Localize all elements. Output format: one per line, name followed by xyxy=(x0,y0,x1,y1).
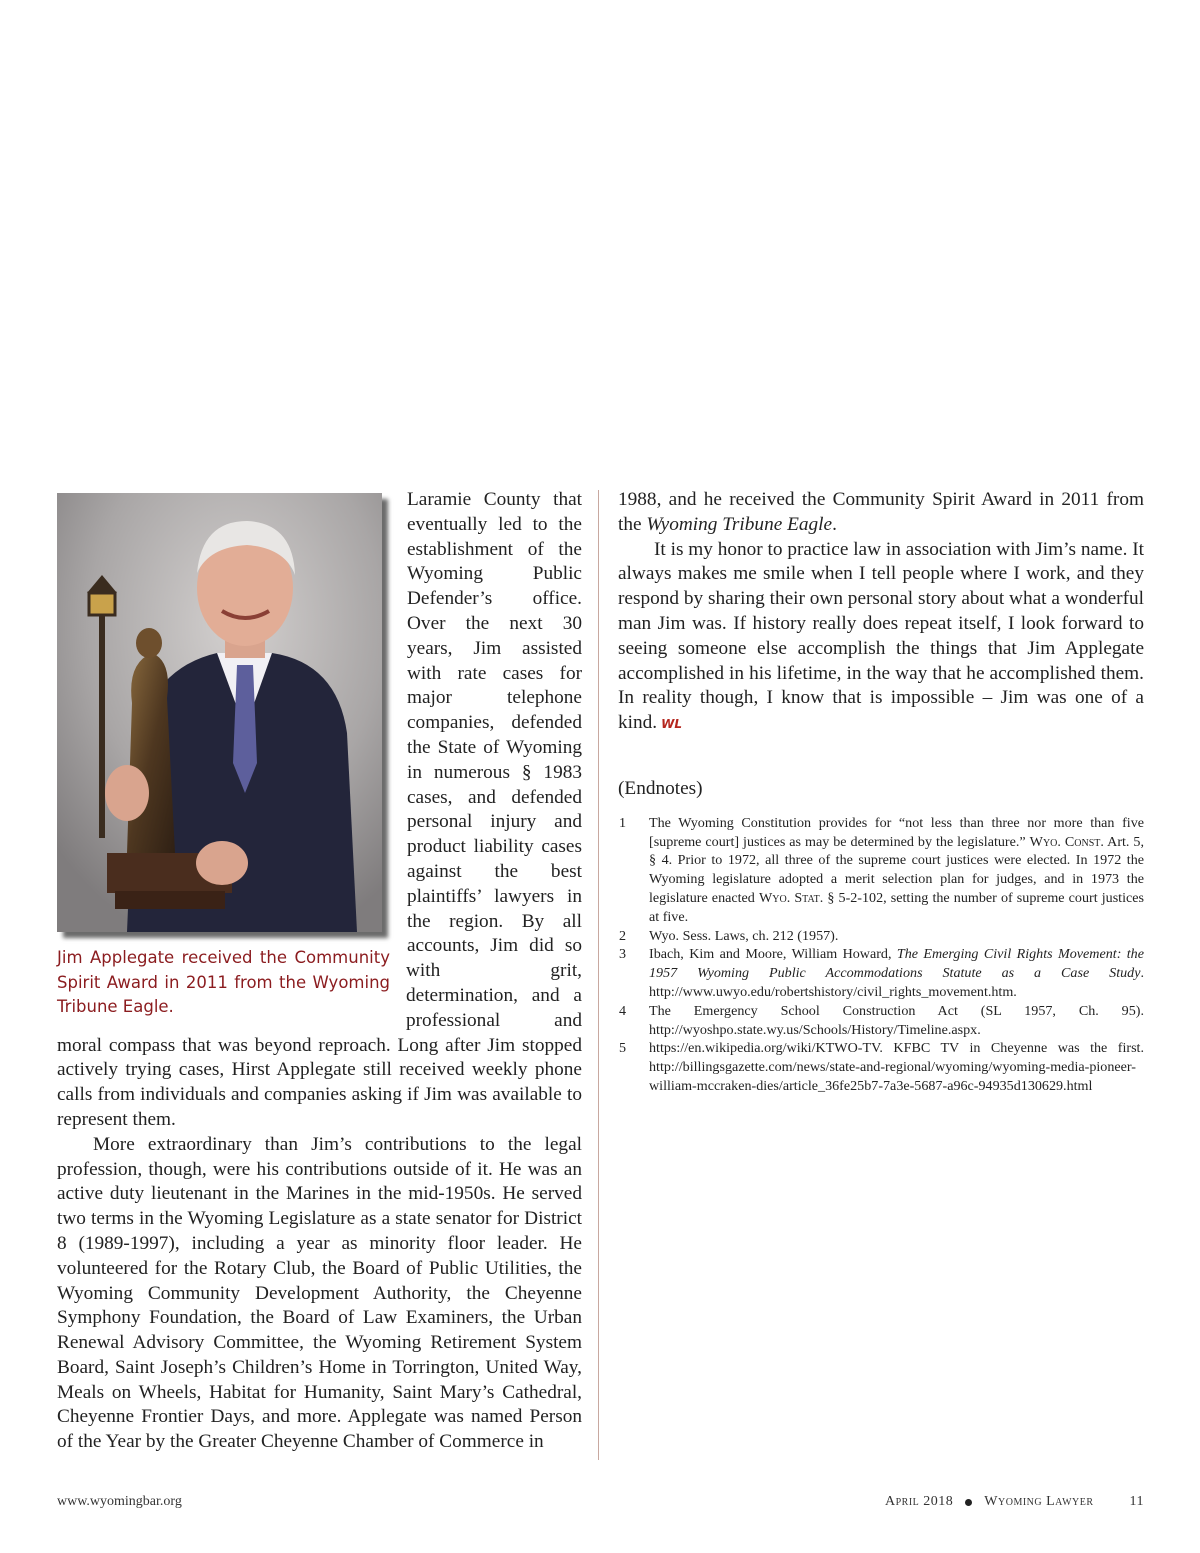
endnote-number: 1 xyxy=(619,814,627,831)
footer-issue-info xyxy=(885,1494,1144,1510)
endnote-text: The Emergency School Construction Act (SL 1957, Ch. 95). http://wyoshpo.state.wy.us/Schools/History/Timeline.aspx. xyxy=(649,1002,1144,1038)
endnote-text: Ibach, Kim and Moore, William Howard, xyxy=(649,946,897,963)
endnote-item xyxy=(618,945,1144,1001)
endnote-item xyxy=(618,814,1144,927)
left-paragraph-1: Laramie County that eventually led to the establishment of the Wyoming Public Defender’s office. Over the next 30 years, Jim assisted with rate cases for major telephone companies, defended the State of Wyoming in numerous § 1983 cases, and defended personal injury and product liability cases against the best plaintiffs’ lawyers in the region. By all accounts, Jim did so with grit, determination, and a professional and moral compass that was beyond reproach. Long after Jim stopped actively trying cases, Hirst Applegate still received weekly phone calls from individuals and companies asking if Jim was available to represent them. xyxy=(57,489,582,1130)
endnote-citation: Wyo. Stat. xyxy=(758,889,824,906)
endnote-text: Wyo. Sess. Laws, ch. 212 (1957). xyxy=(649,927,839,944)
endnote-item xyxy=(618,927,1144,946)
right-p1-suffix: . xyxy=(832,513,837,535)
left-column xyxy=(57,488,582,1455)
endnotes-title: (Endnotes) xyxy=(618,777,703,799)
right-p1-prefix: 1988, and he received the Community Spirit Award in 2011 from the xyxy=(618,489,1144,535)
footer-publication: Wyoming Lawyer xyxy=(984,1494,1094,1509)
endnote-title: The Emerging Civil Rights Movement: the 1957 Wyoming Public Accommodations Statute as a Case Study xyxy=(649,946,1144,982)
right-p2-text: It is my honor to practice law in association with Jim’s name. It always makes me smile when I tell people where I work, and they respond by sharing their own personal story about what a wonderful man Jim was. If history really does repeat itself, I look forward to seeing someone else accomplish the things that Jim Applegate accomplished in his lifetime, in the way that he accomplished them. In reality though, I know that is impossible – Jim was one of a kind. xyxy=(618,538,1144,734)
endnote-citation: Wyo. Const. xyxy=(1029,833,1104,850)
endnote-text: Art. 5, § 4. Prior to 1972, all three of the supreme court justices were elected. In 1972 the Wyoming legislature adopted a merit selection plan for judges, and in 1973 the legislature enacted xyxy=(649,833,1144,906)
left-paragraph-2: More extraordinary than Jim’s contributions to the legal profession, though, were his contributions outside of it. He was an active duty lieutenant in the Marines in the mid-1950s. He served two terms in the Wyoming Legislature as a state senator for District 8 (1989-1997), including a year as minority floor leader. He volunteered for the Rotary Club, the Board of Public Utilities, the Wyoming Community Development Authority, the Cheyenne Symphony Foundation, the Board of Law Examiners, the Urban Renewal Advisory Committee, the Wyoming Retirement System Board, Saint Joseph’s Children’s Home in Torrington, United Way, Meals on Wheels, Habitat for Humanity, Saint Mary’s Cathedral, Cheyenne Frontier Days, and more. Applegate was named Person of the Year by the Greater Cheyenne Chamber of Commerce in xyxy=(57,1133,582,1453)
endnote-text: The Wyoming Constitution provides for “not less than three nor more than five [supreme court] justices as may be determined by the legislature.” xyxy=(649,814,1144,850)
endnote-number: 2 xyxy=(619,927,627,944)
right-paragraph-2 xyxy=(618,538,1144,737)
photo-block xyxy=(57,488,383,948)
portrait-illustration xyxy=(57,493,382,932)
endnote-text: . http://www.uwyo.edu/robertshistory/civil_rights_movement.htm. xyxy=(649,965,1144,1000)
footer-bullet-icon xyxy=(965,1499,972,1506)
endnote-number: 3 xyxy=(619,946,627,963)
endnote-item xyxy=(618,1002,1144,1040)
footer-website: www.wyomingbar.org xyxy=(57,1494,182,1509)
photo-caption-block xyxy=(57,946,390,1020)
right-column xyxy=(618,488,1144,1096)
right-paragraph-1 xyxy=(618,488,1144,538)
photo-caption: Jim Applegate received the Community Spirit Award in 2011 from the Wyoming Tribune Eagle. xyxy=(57,948,390,1016)
endnote-number: 4 xyxy=(619,1002,627,1019)
newspaper-name: Wyoming Tribune Eagle xyxy=(646,513,833,535)
page-number: 11 xyxy=(1129,1494,1144,1509)
footer-issue-date: April 2018 xyxy=(885,1494,954,1509)
column-divider xyxy=(598,490,599,1460)
wl-end-mark: WL xyxy=(661,717,682,732)
endnotes-list xyxy=(618,814,1144,1096)
portrait-photo xyxy=(57,493,382,932)
endnote-item xyxy=(618,1039,1144,1095)
endnote-number: 5 xyxy=(619,1040,627,1057)
endnote-text: https://en.wikipedia.org/wiki/KTWO-TV. KFBC TV in Cheyenne was the first. http://billingsgazette.com/news/state-and-regional/wyoming/wyoming-media-pioneer-william-mccraken-dies/article_36fe25b7-7a3e-5687-a96c-94935d130629.html xyxy=(649,1040,1144,1094)
endnote-text: § 5-2-102, setting the number of supreme court justices at five. xyxy=(649,889,1145,925)
